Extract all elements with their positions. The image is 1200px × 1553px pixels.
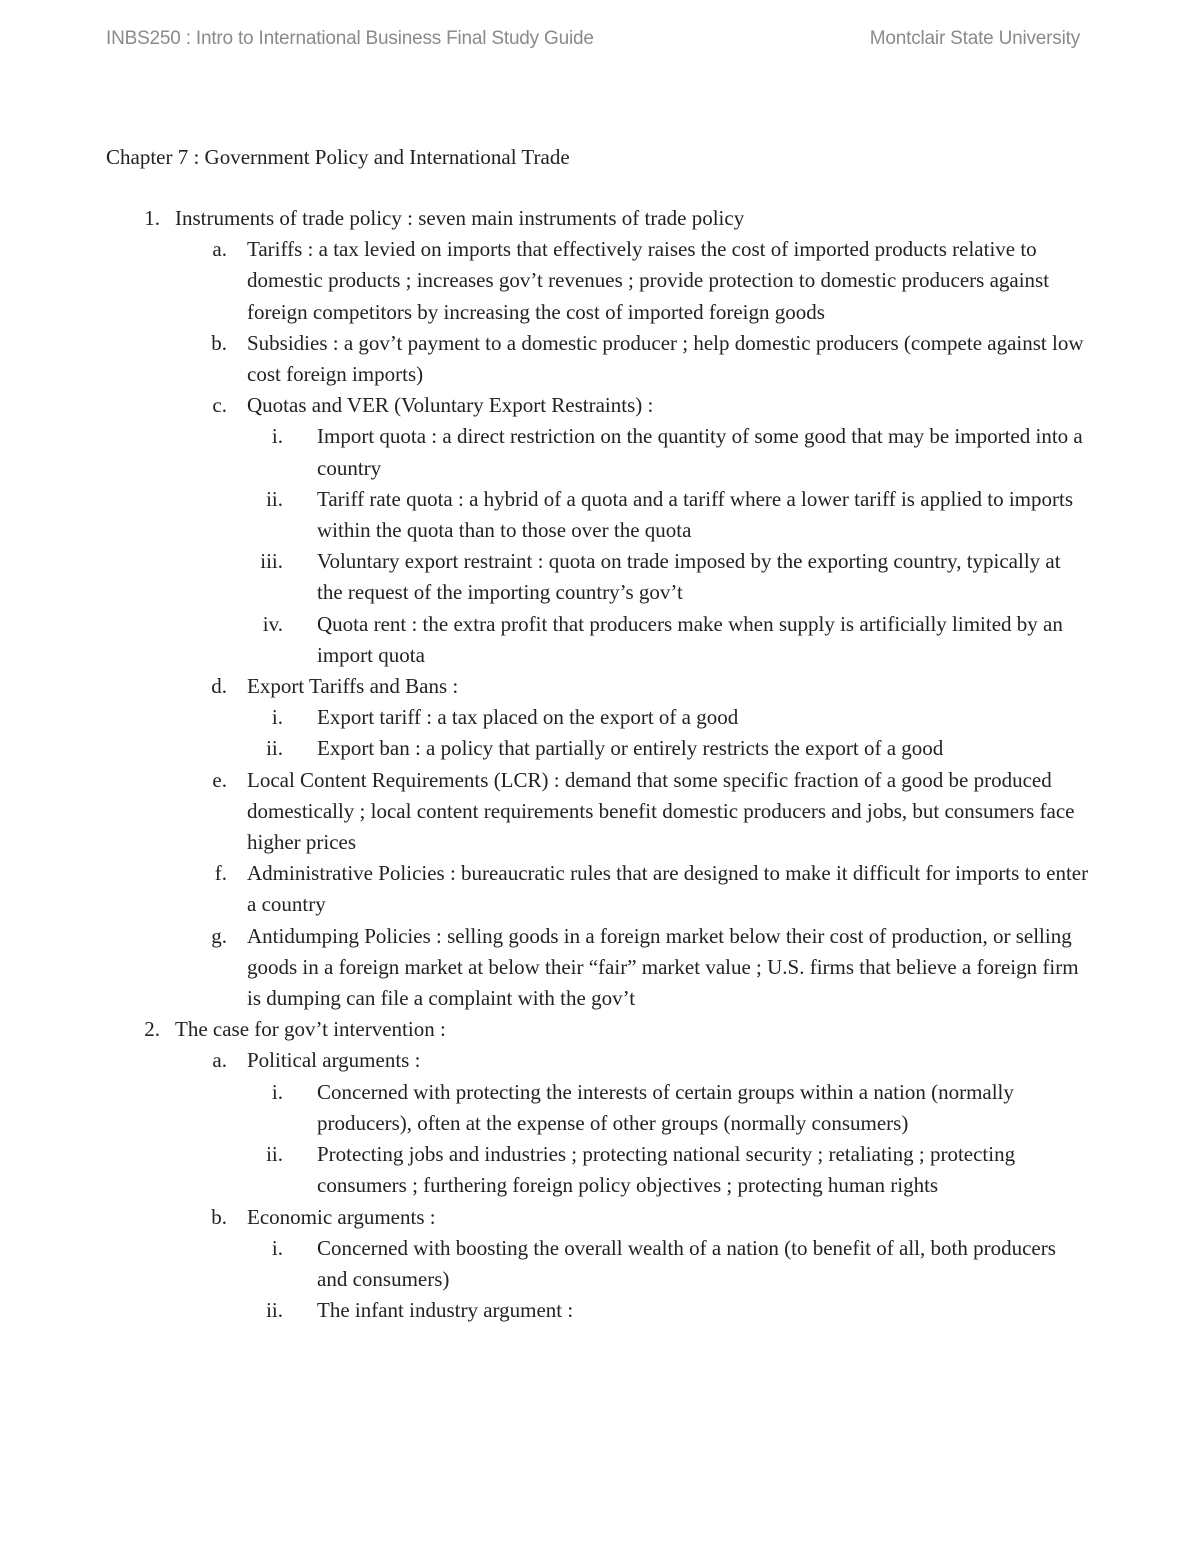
outline-item-level-3	[0, 1077, 1090, 1139]
list-marker: 1.	[144, 206, 160, 230]
list-item-text: Economic arguments :	[247, 1204, 436, 1229]
outline-item-level-2	[0, 765, 1090, 859]
outline-list	[0, 203, 1200, 1326]
header-university: Montclair State University	[869, 28, 1080, 49]
outline-item-level-3	[0, 1295, 1090, 1326]
list-marker: 2.	[144, 1017, 160, 1042]
header-course-title: INBS250 : Intro to International Business Final Study Guide	[106, 28, 594, 49]
list-item-text: Instruments of trade policy : seven main instruments of trade policy	[175, 206, 745, 230]
list-marker: ii.	[266, 1142, 283, 1167]
list-item-text: Export tariff : a tax placed on the export of a good	[317, 705, 739, 730]
outline-item-level-3	[0, 1233, 1090, 1295]
list-marker: b.	[211, 330, 227, 355]
list-item-text: Concerned with protecting the interests of certain groups within a nation (normally producers), often at the expense of other groups (normally consumers)	[317, 1079, 1014, 1135]
list-marker: i.	[271, 1079, 283, 1104]
outline-item-level-2	[0, 1045, 1090, 1076]
outline-item-level-2	[0, 921, 1090, 1015]
list-marker: ii.	[266, 486, 283, 511]
list-item-text: Tariffs : a tax levied on imports that effectively raises the cost of imported products relative to domestic products ; increases gov’t revenues ; provide protection to domestic producers against foreign competitors by increasing the cost of imported foreign goods	[247, 237, 1050, 324]
list-marker: e.	[212, 767, 227, 792]
list-item-text: Subsidies : a gov’t payment to a domestic producer ; help domestic producers (compete against low cost foreign imports)	[247, 330, 1084, 387]
outline-item-level-2	[0, 671, 1090, 702]
list-item-text: The case for gov’t intervention :	[175, 1017, 446, 1042]
outline-item-level-3	[0, 733, 1090, 764]
outline-item-level-3	[0, 421, 1090, 483]
list-marker: d.	[211, 674, 227, 699]
list-item-text: The infant industry argument :	[317, 1298, 574, 1323]
outline-item-level-3	[0, 1139, 1090, 1201]
list-item-text: Import quota : a direct restriction on the quantity of some good that may be imported into a country	[317, 424, 1083, 480]
outline-item-level-3	[0, 609, 1090, 671]
outline-item-level-3	[0, 702, 1090, 733]
outline-item-level-1	[0, 203, 1090, 234]
outline-item-level-3	[0, 546, 1090, 608]
list-item-text: Quota rent : the extra profit that producers make when supply is artificially limited by an import quota	[317, 611, 1063, 667]
list-item-text: Voluntary export restraint : quota on trade imposed by the exporting country, typically at the request of the importing country’s gov’t	[317, 549, 1061, 605]
list-item-text: Quotas and VER (Voluntary Export Restraints) :	[247, 393, 654, 418]
outline-item-level-2	[0, 390, 1090, 421]
list-item-text: Local Content Requirements (LCR) : demand that some specific fraction of a good be produced domestically ; local content requirements benefit domestic producers and jobs, but consumers face higher prices	[247, 767, 1075, 855]
list-marker: iii.	[260, 549, 283, 574]
list-marker: b.	[211, 1204, 227, 1229]
outline-item-level-2	[0, 328, 1090, 390]
list-marker: ii.	[266, 736, 283, 761]
list-marker: i.	[271, 1235, 283, 1260]
list-marker: iv.	[262, 611, 283, 636]
list-item-text: Political arguments :	[247, 1048, 421, 1073]
list-marker: ii.	[266, 1298, 283, 1323]
list-marker: g.	[211, 923, 227, 948]
chapter-title: Chapter 7 : Government Policy and International Trade	[106, 145, 570, 169]
list-item-text: Export ban : a policy that partially or entirely restricts the export of a good	[317, 736, 944, 761]
list-marker: a.	[212, 1048, 227, 1073]
list-marker: c.	[212, 393, 227, 418]
outline-item-level-2	[0, 1202, 1090, 1233]
outline-item-level-2	[0, 234, 1090, 328]
list-item-text: Protecting jobs and industries ; protecting national security ; retaliating ; protecting consumers ; furthering foreign policy objectives ; protecting human rights	[317, 1142, 1016, 1198]
list-item-text: Antidumping Policies : selling goods in a foreign market below their cost of production, or selling goods in a foreign market at below their “fair” market value ; U.S. firms that believe a foreign firm is dumping can file a complaint with the gov’t	[247, 923, 1079, 1011]
list-marker: i.	[271, 705, 283, 730]
list-item-text: Export Tariffs and Bans :	[247, 674, 459, 699]
outline-item-level-3	[0, 484, 1090, 546]
outline-item-level-2	[0, 858, 1090, 920]
list-marker: f.	[214, 861, 227, 886]
list-item-text: Tariff rate quota : a hybrid of a quota and a tariff where a lower tariff is applied to imports within the quota than to those over the quota	[317, 486, 1074, 543]
list-marker: i.	[271, 424, 283, 449]
list-item-text: Administrative Policies : bureaucratic rules that are designed to make it difficult for imports to enter a country	[247, 861, 1089, 917]
list-marker: a.	[212, 237, 227, 262]
outline-item-level-1	[0, 1014, 1090, 1045]
list-item-text: Concerned with boosting the overall wealth of a nation (to benefit of all, both producers and consumers)	[317, 1235, 1056, 1291]
